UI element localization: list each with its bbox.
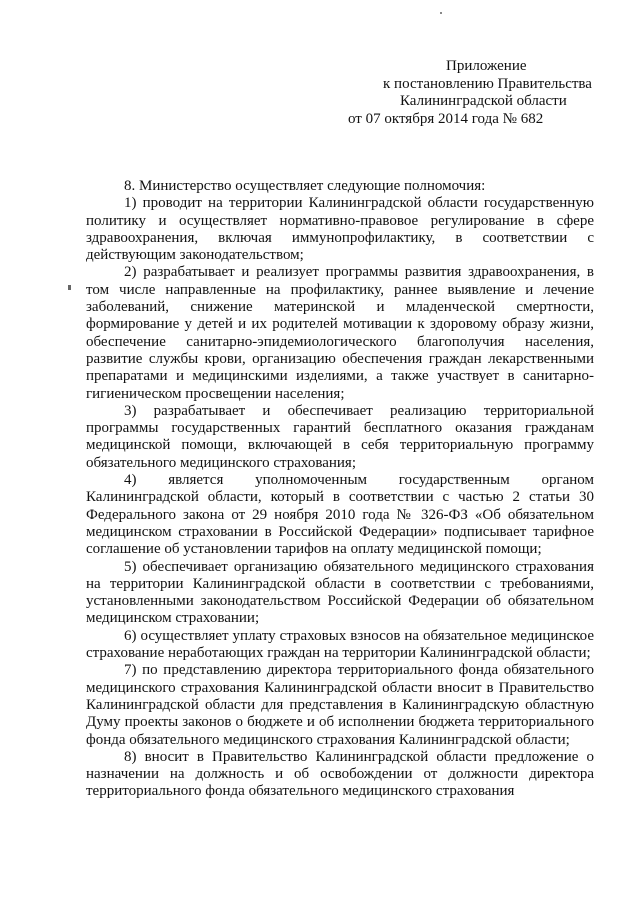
resolution-year: 2014 года [438,110,499,127]
document-body [86,178,594,801]
date-prefix: от [348,110,362,127]
resolution-reference: к постановлению Правительства [383,75,592,92]
list-item: 5) обеспечивает организацию обязательного медицинского страхования на территории Калининградской области в соответствии с требованиями, установленными законодательством Российской Федерации об обязательном медицинском страховании; [86,558,594,627]
list-item: 7) по представлению директора территориального фонда обязательного медицинского страхования Калининградской области вносит в Правительство Калининградской области для представления в Калининградскую областную Думу проекты законов о бюджете и об исполнении бюджета территориального фонда обязательного медицинского страхования Калининградской области; [86,662,594,748]
appendix-header [348,58,598,128]
list-item: 2) разрабатывает и реализует программы развития здравоохранения, в том числе направленные на профилактику, раннее выявление и лечение заболеваний, снижение материнской и младенческой смертности, формирование у детей и их родителей мотивации к здоровому образу жизни, обеспечение санитарно-эпидемиологического благополучия населения, развитие службы крови, организацию обеспечения граждан лекарственными препаратами и медицинскими изделиями, а также участвует в санитарно-гигиеническом просвещении населения; [86,264,594,402]
list-item: 3) разрабатывает и обеспечивает реализацию территориальной программы государственных гарантий бесплатного оказания гражданам медицинской помощи, включающей в себя территориальную программу обязательного медицинского страхования; [86,402,594,471]
section-intro: 8. Министерство осуществляет следующие полномочия: [124,178,486,194]
resolution-date: 07 октября [365,110,435,127]
resolution-date-line [348,111,598,129]
list-item: 4) является уполномоченным государственным органом Калининградской области, который в соответствии с частью 2 статьи 30 Федерального закона от 29 ноября 2010 года № 326-ФЗ «Об обязательном медицинском страховании в Российской Федерации» подписывает тарифное соглашение об установлении тарифов на оплату медицинской помощи; [86,472,594,558]
list-item: 8) вносит в Правительство Калининградской области предложение о назначении на должность и об освобождении от должности директора территориального фонда обязательного медицинского страхования [86,748,594,800]
list-item: 6) осуществляет уплату страховых взносов на обязательное медицинское страхование неработающих граждан на территории Калининградской области; [86,627,594,662]
scan-speck [440,12,442,14]
margin-mark [68,285,71,290]
resolution-number: № 682 [502,110,544,127]
appendix-title: Приложение [446,58,527,74]
region-name: Калининградской области [400,93,567,109]
list-item: 1) проводит на территории Калининградской области государственную политику и осуществляет нормативно-правовое регулирование в сфере здравоохранения, включая иммунопрофилактику, в соответствии с действующим законодательством; [86,195,594,264]
